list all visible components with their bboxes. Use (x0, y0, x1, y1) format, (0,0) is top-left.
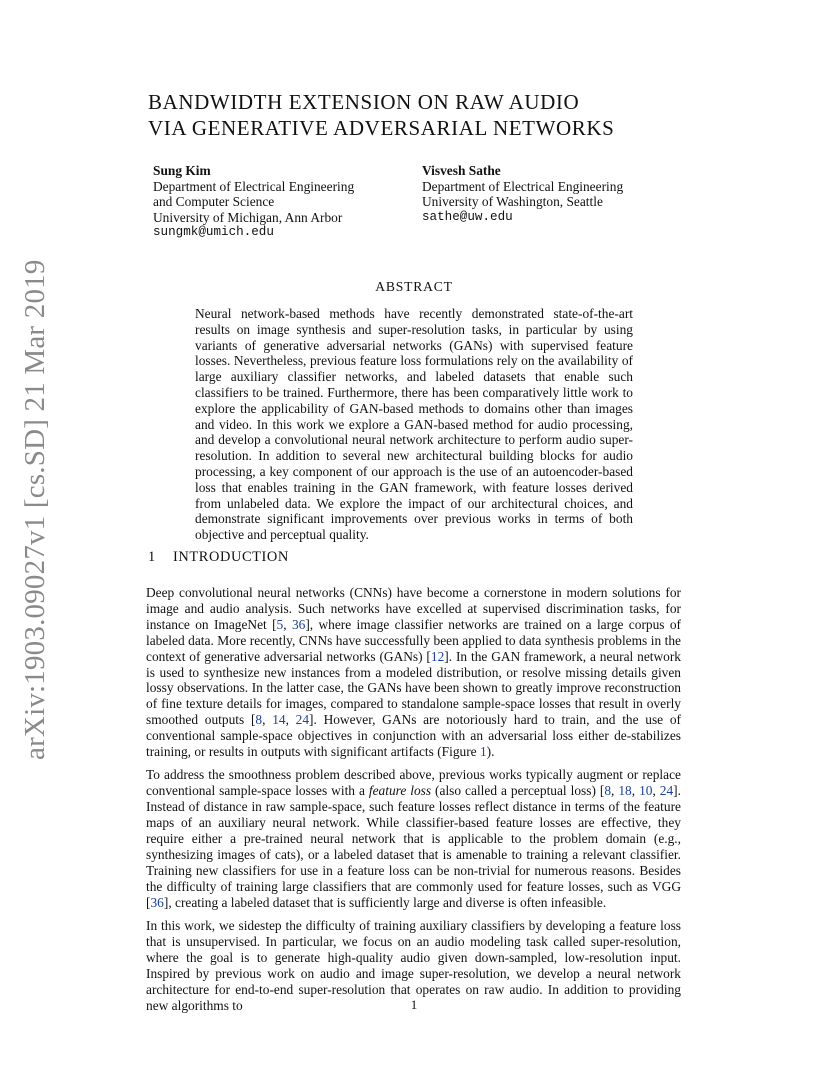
citation-link[interactable]: 8 (604, 783, 612, 799)
section-number: 1 (148, 549, 156, 565)
author-email[interactable]: sungmk@umich.edu (153, 225, 274, 239)
page-number: 1 (410, 997, 418, 1012)
author-affiliation-line: Department of Electrical Engineering (153, 178, 355, 194)
author-name: Visvesh Sathe (422, 163, 501, 178)
paragraph (146, 767, 681, 910)
paragraph: In this work, we sidestep the difficulty of training auxiliary classifiers by developing a feature loss that is unsupervised. In particular, we focus on an audio modeling task called super-resolution, where the goal is to generate high-quality audio given down-sampled, low-resolution input. Inspired by previous work on audio and image super-resolution, we develop a neural network architecture for end-to-end super-resolution that operates on raw audio. In addition to providing new algorithms to (146, 918, 681, 1013)
text-run: ], creating a labeled dataset that is sufficiently large and diverse is often infeasible. (163, 894, 607, 910)
text-run: , (652, 783, 660, 799)
text-run: , (283, 616, 292, 632)
author-affiliation-line: University of Michigan, Ann Arbor (153, 209, 343, 225)
citation-link[interactable]: 18 (618, 783, 632, 799)
author-name: Sung Kim (153, 163, 211, 178)
title-line-1: BANDWIDTH EXTENSION ON RAW AUDIO (148, 90, 580, 114)
citation-link[interactable]: 8 (255, 712, 263, 728)
text-run: ]. Instead of distance in raw sample-space, such feature losses reflect distance in terms of the feature maps of an auxiliary neural network. While classifier-based feature losses are effective, they require either a pre-trained neural network that is applicable to the problem domain (e.g., synthesizing images of cats), or a labeled dataset that is amenable to training a relevant classifier. Training new classifiers for use in a feature loss can be non-trivial for numerous reasons. Besides the difficulty of training large classifiers that are commonly used for feature losses, such as VGG [ (146, 783, 681, 910)
text-run: , (285, 712, 296, 728)
introduction-body (146, 585, 681, 1021)
author-email[interactable]: sathe@uw.edu (422, 209, 513, 224)
citation-link[interactable]: 5 (276, 616, 284, 632)
title-line-2: VIA GENERATIVE ADVERSARIAL NETWORKS (148, 116, 615, 140)
text-run: Deep convolutional neural networks (CNNs) have become a cornerstone in modern solutions for image and audio analysis. Such networks have excelled at supervised discrimination tasks, for instance on ImageNet [ (146, 585, 681, 632)
citation-link[interactable]: 24 (295, 712, 310, 728)
emphasis-text: feature loss (368, 783, 432, 799)
text-run: , (262, 712, 273, 728)
author-affiliation-line: Department of Electrical Engineering (422, 178, 624, 194)
citation-link[interactable]: 12 (430, 648, 445, 664)
paper-title (148, 89, 708, 141)
text-run: ]. In the GAN framework, a neural network is used to synthesize new instances from a modeled distribution, or resolve missing details given lossy observations. In the latter case, the GANs have been shown to greatly improve reconstruction of fine texture details for images, compared to standalone sample-space losses that result in overly smoothed outputs [ (146, 648, 681, 728)
author-block-1 (153, 163, 403, 241)
text-run: ], where image classifier networks are trained on a large corpus of labeled data. More recently, CNNs have successfully been applied to data synthesis problems in the context of generative adversarial networks (GANs) [ (146, 616, 682, 664)
text-run: ). (486, 744, 495, 760)
citation-link[interactable]: 14 (272, 712, 286, 728)
abstract-text: Neural network-based methods have recently demonstrated state-of-the-art results on image synthesis and super-resolution tasks, in particular by using variants of generative adversarial networks (GANs) with supervised feature losses. Nevertheless, previous feature loss formulations rely on the availability of large auxiliary classifier networks, and labeled datasets that enable such classifiers to be trained. Furthermore, there has been comparatively little work to explore the applicability of GAN-based methods to domains other than images and video. In this work we explore a GAN-based method for audio processing, and develop a convolutional neural network architecture to perform audio super-resolution. In addition to several new architectural building blocks for audio processing, a key component of our approach is the use of an autoencoder-based loss that enables training in the GAN framework, with feature losses derived from unlabeled data. We explore the impact of our architectural choices, and demonstrate significant improvements over previous works in terms of both objective and perceptual quality. (195, 306, 633, 543)
citation-link[interactable]: 24 (659, 783, 674, 799)
text-run: (also called a perceptual loss) [ (431, 783, 605, 799)
text-run: ]. However, GANs are notoriously hard to train, and the use of conventional sample-space objectives in conjunction with an adversarial loss either de-stabilizes training, or results in outputs with significant artifacts (Figure (146, 712, 681, 760)
citation-link[interactable]: 10 (639, 783, 653, 799)
author-affiliation-line: University of Washington, Seattle (422, 194, 603, 209)
section-heading (148, 549, 289, 566)
citation-link[interactable]: 36 (150, 894, 164, 910)
text-run: , (611, 783, 619, 799)
author-affiliation-line: and Computer Science (153, 194, 275, 209)
author-block-2 (422, 163, 682, 225)
text-run: To address the smoothness problem described above, previous works typically augment or replace conventional sample-space losses with a (146, 767, 681, 799)
citation-link[interactable]: 36 (291, 616, 306, 632)
figure-link[interactable]: 1 (479, 744, 487, 760)
arxiv-identifier: arXiv:1903.09027v1 [cs.SD] 21 Mar 2019 (19, 259, 51, 760)
paragraph (146, 585, 681, 760)
text-run: , (631, 783, 640, 799)
abstract-heading: ABSTRACT (375, 279, 453, 294)
section-title: INTRODUCTION (173, 549, 289, 565)
